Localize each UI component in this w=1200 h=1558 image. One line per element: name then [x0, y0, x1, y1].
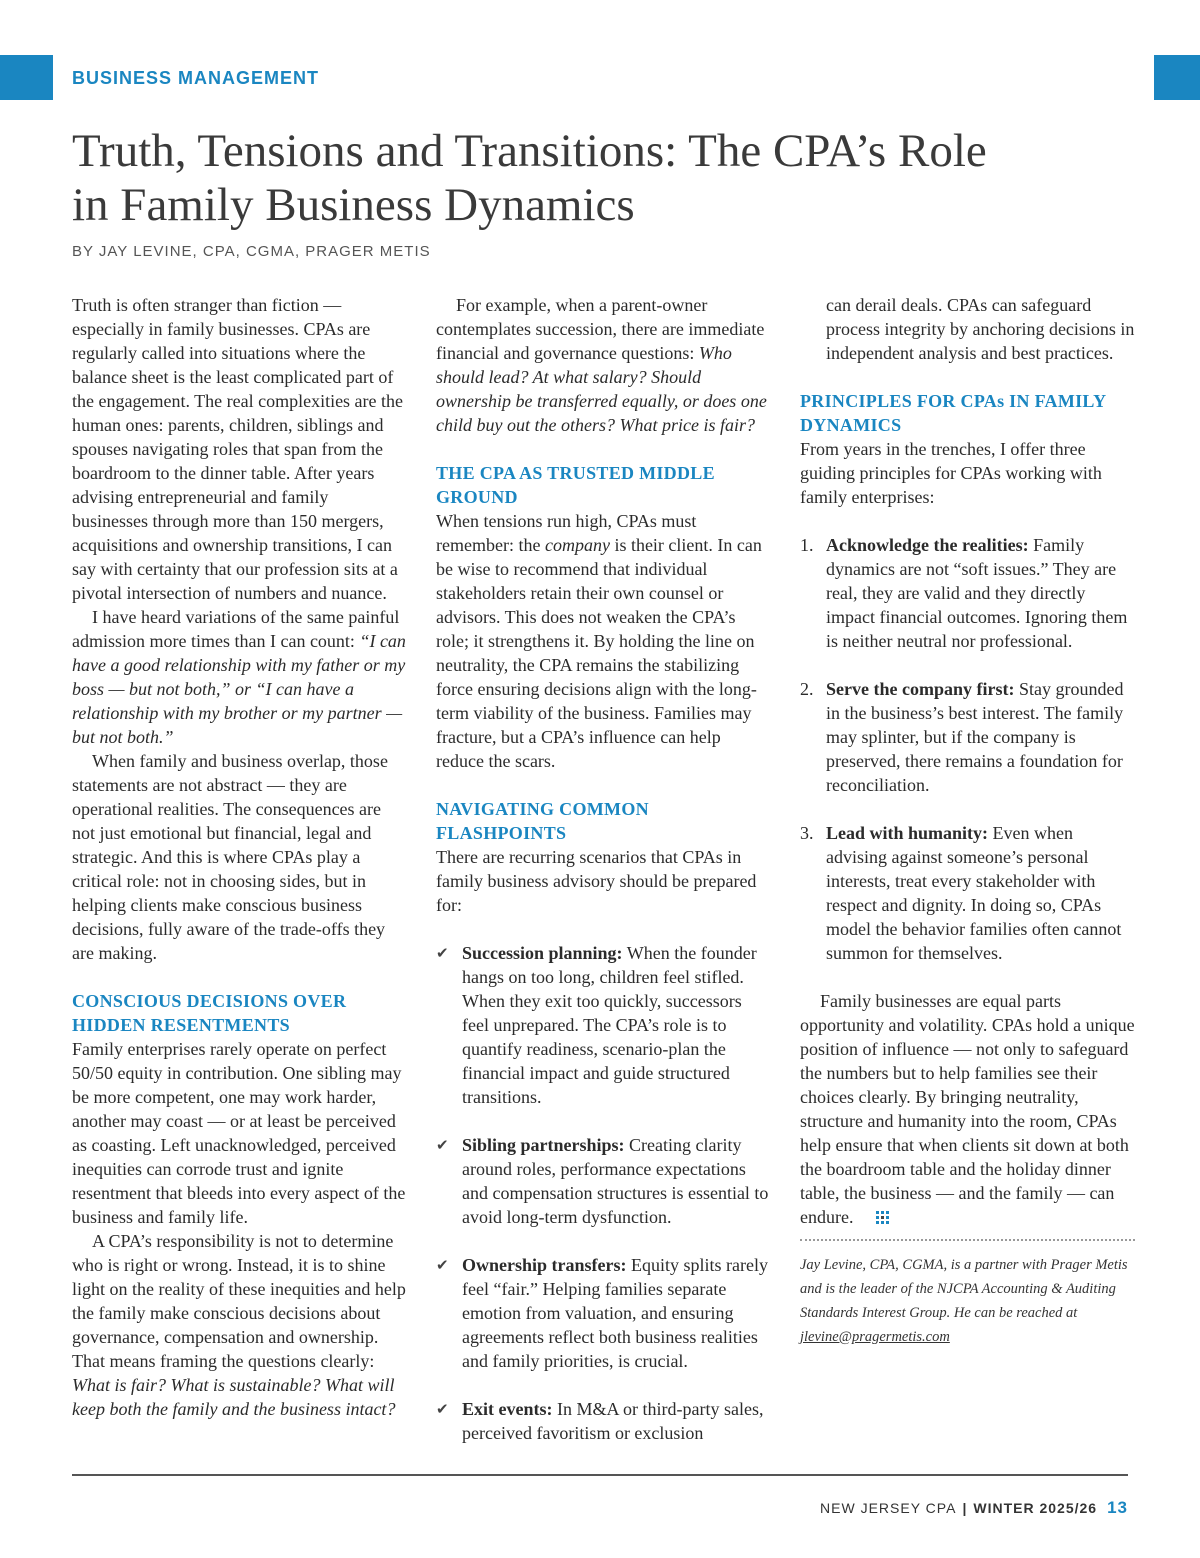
article-title — [72, 124, 1122, 232]
column-1 — [72, 293, 407, 1421]
quote: “I can have a good relationship with my father or my boss — but not both,” — [72, 631, 406, 699]
page-number: 13 — [1107, 1498, 1128, 1517]
column-3 — [800, 293, 1135, 1349]
section-tab-left — [0, 55, 53, 100]
author-bio: Jay Levine, CPA, CGMA, is a partner with Prager Metis and is the leader of the NJCPA Accounting & Auditing Standards Interest Group. He can be reached at jlevine@pragermetis.com — [800, 1256, 1128, 1345]
quote: “I can have a relationship with my brother or my partner — but not both.” — [72, 679, 403, 747]
section-heading: NAVIGATING COMMON FLASHPOINTS — [436, 799, 649, 843]
paragraph: I have heard variations of the same painful admission more times than I can count: “I can have a good relationship with my father or my boss — but not both,” or “I can have a relationship with my brother or my partner — but not both.” — [72, 607, 406, 747]
list-item: ✔ Sibling partnerships: Creating clarity around roles, performance expectations and compensation structures is essential to avoid long-term dysfunction. — [436, 1135, 769, 1227]
publication-name: NEW JERSEY CPA — [820, 1500, 957, 1516]
paragraph: A CPA’s responsibility is not to determine who is right or wrong. Instead, it is to shine light on the reality of these inequities and help the family make conscious decisions about governance, compensation and ownership. That means framing the questions clearly: What is fair? What is sustainable? What will keep both the family and the business intact? — [72, 1231, 406, 1419]
author-email-link[interactable]: jlevine@pragermetis.com — [800, 1328, 950, 1345]
question-list: Who should lead? At what salary? Should ownership be transferred equally, or does one child buy out the others? What price is fair? — [436, 343, 767, 435]
principles-list — [800, 533, 1135, 965]
divider — [800, 1239, 1135, 1241]
title-line-2: in Family Business Dynamics — [72, 179, 635, 231]
paragraph: can derail deals. CPAs can safeguard process integrity by anchoring decisions in independent analysis and best practices. — [826, 295, 1135, 363]
list-item: 3. Lead with humanity: Even when advising against someone’s personal interests, treat every stakeholder with respect and dignity. In doing so, CPAs model the behavior families often cannot summon for themselves. — [800, 823, 1122, 963]
paragraph: Truth is often stranger than fiction — especially in family businesses. CPAs are regularly called into situations where the balance sheet is the least complicated part of the engagement. The real complexities are the human ones: parents, children, siblings and spouses navigating roles that span from the boardroom to the dinner table. After years advising entrepreneurial and family businesses through more than 150 mergers, acquisitions and ownership transitions, I can say with certainty that our profession sits at a pivotal intersection of numbers and nuance. — [72, 295, 404, 603]
list-item: 2. Serve the company first: Stay grounded in the business’s best interest. The family may splinter, but if the company is preserved, there remains a foundation for reconciliation. — [800, 679, 1124, 795]
question-list: What is fair? What is sustainable? What will keep both the family and the business intact? — [72, 1375, 396, 1419]
paragraph: There are recurring scenarios that CPAs in family business advisory should be prepared for: — [436, 847, 757, 915]
check-icon: ✔ — [436, 1400, 449, 1418]
check-icon: ✔ — [436, 1136, 449, 1154]
paragraph: When family and business overlap, those statements are not abstract — they are operational realities. The consequences are not just emotional but financial, legal and strategic. And this is where CPAs play a critical role: not in choosing sides, but in helping clients make conscious business decisions, fully aware of the trade-offs they are making. — [72, 751, 388, 963]
footer-separator: | — [962, 1500, 968, 1516]
flashpoint-list — [436, 941, 771, 1445]
closing-paragraph: Family businesses are equal parts opportunity and volatility. CPAs hold a unique position of influence — not only to safeguard the numbers but to help families see their choices clearly. By bringing neutrality, structure and humanity into the room, CPAs help ensure that when clients sit down at both the boardroom table and the holiday dinner table, the business — and the family — can endure. — [800, 989, 1135, 1231]
list-item: 1. Acknowledge the realities: Family dynamics are not “soft issues.” They are real, they are valid and they directly impact financial outcomes. Ignoring them is neither neutral nor professional. — [800, 535, 1128, 651]
end-mark-icon — [856, 1207, 890, 1231]
byline: BY JAY LEVINE, CPA, CGMA, PRAGER METIS — [72, 243, 431, 260]
section-heading: CONSCIOUS DECISIONS OVER HIDDEN RESENTMENTS — [72, 991, 347, 1035]
column-2 — [436, 293, 771, 1445]
section-label: BUSINESS MANAGEMENT — [72, 68, 320, 88]
check-icon: ✔ — [436, 1256, 449, 1274]
section-tab-right — [1154, 55, 1200, 100]
issue-date: WINTER 2025/26 — [973, 1500, 1098, 1516]
title-line-1: Truth, Tensions and Transitions: The CPA’s Role — [72, 125, 987, 177]
paragraph: For example, when a parent-owner contemplates succession, there are immediate financial and governance questions: Who should lead? At what salary? Should ownership be transferred equally, or does one child buy out the others? What price is fair? — [436, 295, 767, 435]
paragraph: When tensions run high, CPAs must remember: the company is their client. In can be wise to recommend that individual stakeholders retain their own counsel or advisors. This does not weaken the CPA’s role; it strengthens it. By holding the line on neutrality, the CPA remains the stabilizing force ensuring decisions align with the long-term viability of the business. Families may fracture, but a CPA’s influence can help reduce the scars. — [436, 511, 762, 771]
footer — [820, 1498, 1128, 1518]
check-icon: ✔ — [436, 944, 449, 962]
list-item: ✔ Exit events: In M&A or third-party sales, perceived favoritism or exclusion — [436, 1399, 764, 1443]
section-heading: PRINCIPLES FOR CPAs IN FAMILY DYNAMICS — [800, 391, 1106, 435]
paragraph: From years in the trenches, I offer three guiding principles for CPAs working with family enterprises: — [800, 439, 1102, 507]
list-item: ✔ Succession planning: When the founder hangs on too long, children feel stifled. When they exit too quickly, successors feel unprepared. The CPA’s role is to quantify readiness, scenario-plan the financial impact and guide structured transitions. — [436, 943, 757, 1107]
section-heading: THE CPA AS TRUSTED MIDDLE GROUND — [436, 463, 715, 507]
list-item: ✔ Ownership transfers: Equity splits rarely feel “fair.” Helping families separate emotion from valuation, and ensuring agreements reflect both business realities and family priorities, is crucial. — [436, 1255, 768, 1371]
paragraph: Family enterprises rarely operate on perfect 50/50 equity in contribution. One sibling may be more competent, one may work harder, another may coast — or at least be perceived as coasting. Left unacknowledged, perceived inequities can corrode trust and ignite resentment that bleeds into every aspect of the business and family life. — [72, 1039, 406, 1227]
footer-rule — [72, 1474, 1128, 1476]
